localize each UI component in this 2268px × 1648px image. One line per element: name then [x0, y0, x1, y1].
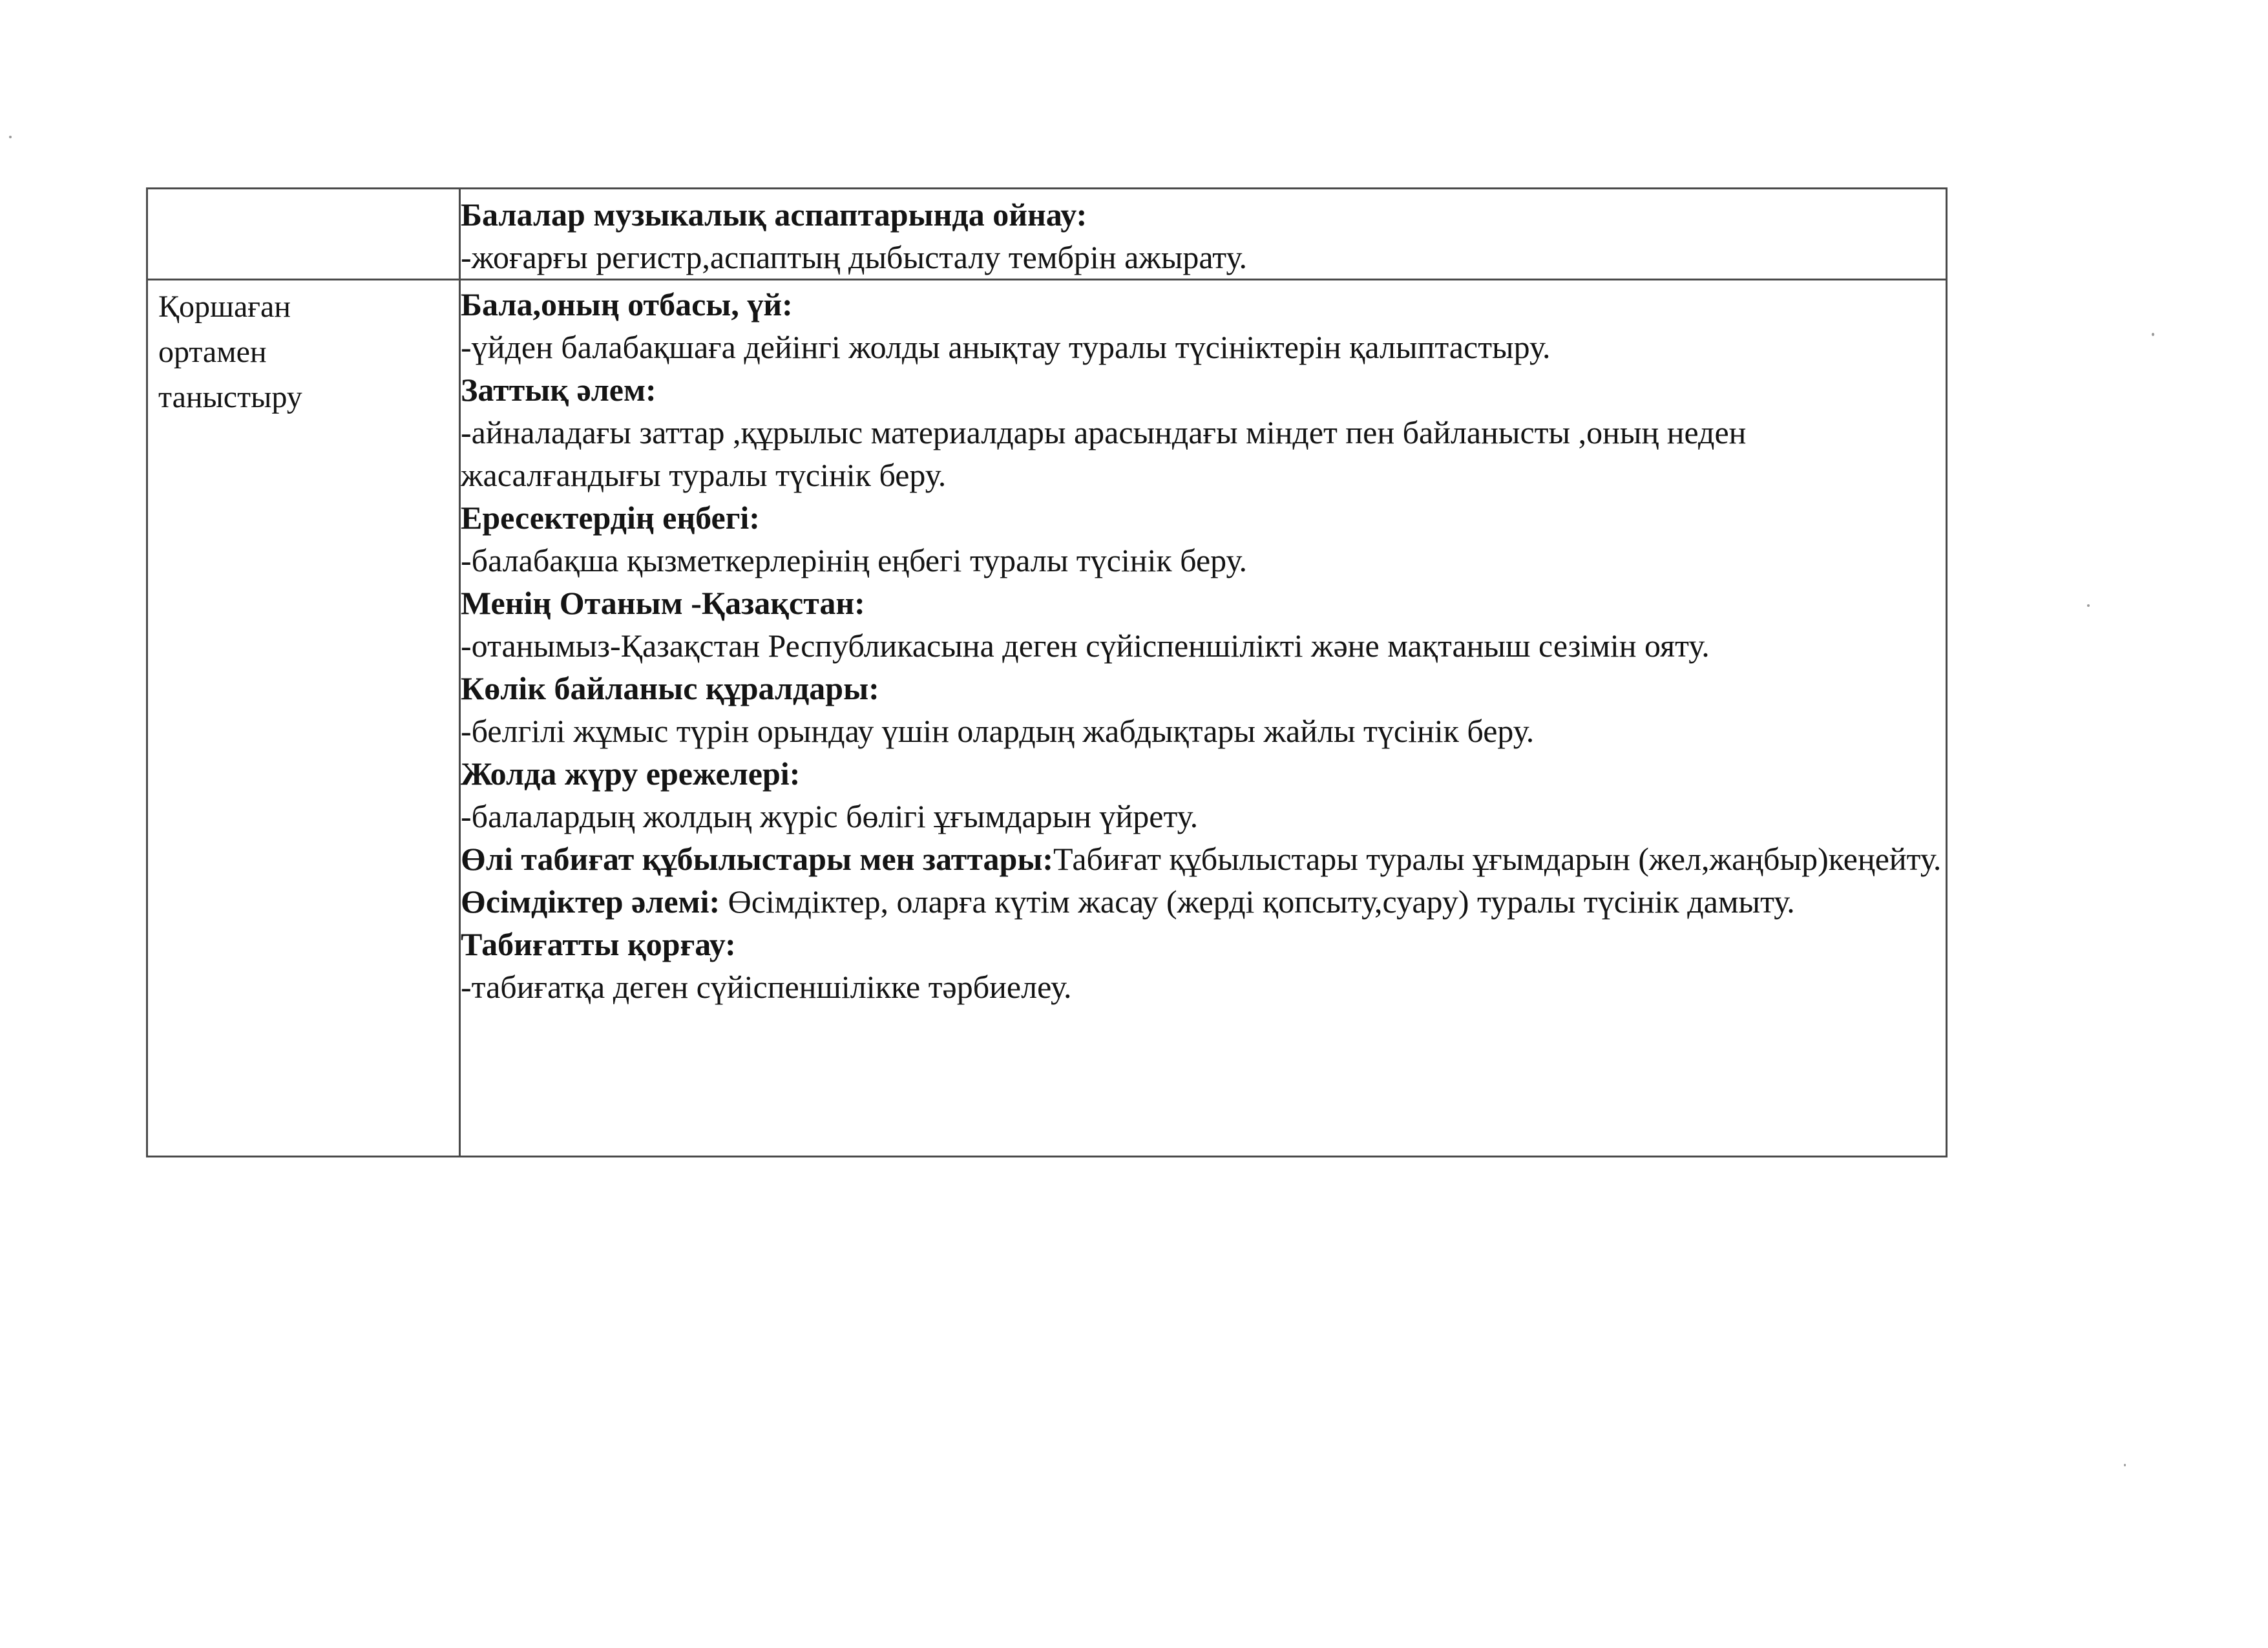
section-text-transport: -белгілі жұмыс түрін орындау үшін олардың жабдықтары жайлы түсінік беру. — [461, 713, 1535, 749]
section-text-homeland: -отанымыз-Қазақстан Республикасына деген сүйіспеншілікті және мақтаныш сезімін ояту. — [461, 628, 1710, 664]
section-heading-road-rules: Жолда жүру ережелері: — [461, 755, 801, 792]
section-text-nature-phenomena: Табиғат құбылыстары туралы ұғымдарын (жел,жаңбыр)кеңейту. — [1053, 841, 1942, 877]
section-heading-plants: Өсімдіктер әлемі: — [461, 883, 720, 920]
section-text-music: -жоғарғы регистр,аспаптың дыбысталу тембрін ажырату. — [461, 239, 1247, 275]
subject-line-1: Қоршаған — [158, 290, 291, 324]
section-nature-phenomena — [461, 838, 1946, 880]
subject-line-3: таныстыру — [158, 380, 302, 414]
section-text-nature-protection: -табиғатқа деген сүйіспеншілікке тәрбиелеу. — [461, 969, 1072, 1005]
section-heading-adult-work: Ересектердің еңбегі: — [461, 500, 760, 536]
section-heading-transport: Көлік байланыс құралдары: — [461, 670, 879, 706]
left-cell-subject — [147, 280, 460, 1157]
section-text-adult-work: -балабақша қызметкерлерінің еңбегі туралы түсінік беру. — [461, 542, 1247, 578]
section-text-road-rules: -балалардың жолдың жүріс бөлігі ұғымдарын үйрету. — [461, 798, 1199, 834]
subject-line-2: ортамен — [158, 335, 267, 369]
section-heading-nature-protection: Табиғатты қорғау: — [461, 926, 736, 962]
document-table — [146, 187, 1948, 1157]
scan-speck — [2152, 333, 2154, 336]
table-row — [147, 189, 1947, 280]
section-heading-homeland: Менің Отаным -Қазақстан: — [461, 585, 865, 621]
section-heading-nature-phenomena: Өлі табиғат құбылыстары мен заттары: — [461, 841, 1054, 877]
right-cell-content — [460, 280, 1947, 1157]
section-heading-music: Балалар музыкалық аспаптарында ойнау: — [461, 196, 1087, 233]
right-cell-music — [460, 189, 1947, 280]
section-heading-objects: Заттық әлем: — [461, 372, 656, 408]
scan-speck — [2087, 604, 2090, 607]
left-cell-empty — [147, 189, 460, 280]
section-heading-family: Бала,оның отбасы, үй: — [461, 286, 793, 322]
scan-speck — [9, 136, 12, 138]
section-text-family: -үйден балабақшаға дейінгі жолды анықтау туралы түсініктерін қалыптастыру. — [461, 329, 1551, 365]
section-text-plants: Өсімдіктер, оларға күтім жасау (жерді қопсыту,суару) туралы түсінік дамыту. — [720, 883, 1795, 920]
section-text-objects: -айналадағы заттар ,құрылыс материалдары арасындағы міндет пен байланысты ,оның неден жасалғандығы туралы түсінік беру. — [461, 414, 1747, 493]
table-row — [147, 280, 1947, 1157]
scan-speck — [2124, 1464, 2126, 1466]
section-plants — [461, 880, 1946, 923]
